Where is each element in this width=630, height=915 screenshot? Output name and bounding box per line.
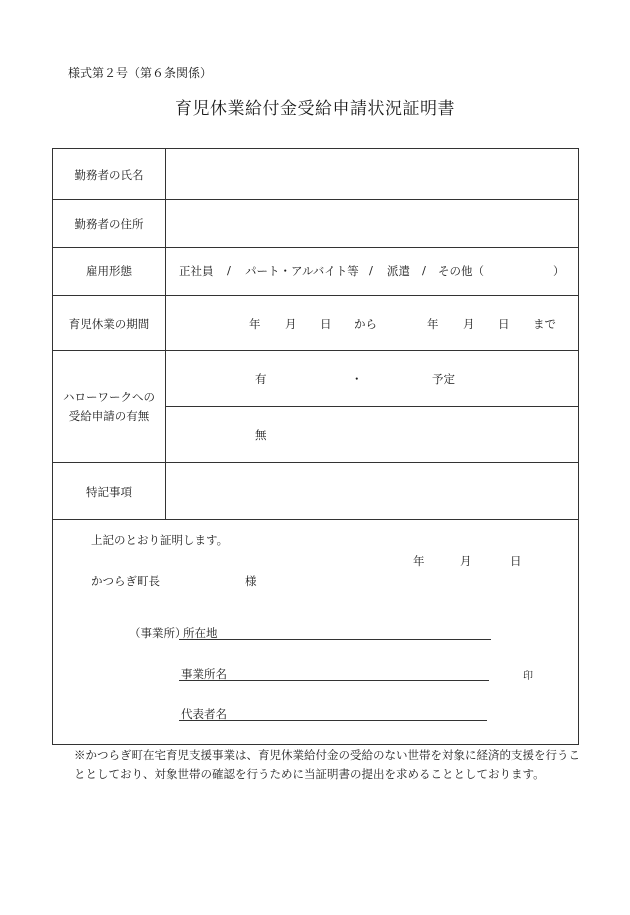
cert-year: 年 [413,554,425,568]
until-text: まで [533,317,556,331]
representative-label: 代表者名 [181,707,227,721]
hellowork-planned[interactable]: 予定 [432,372,455,386]
hellowork-dot: ・ [351,372,363,386]
worker-name-field[interactable] [169,153,574,195]
separator: / [422,263,426,277]
office-name-underline[interactable] [179,680,489,681]
office-prefix: （事業所） [129,626,187,640]
leave-period-label: 育児休業の期間 [68,317,150,331]
page-title: 育児休業給付金受給申請状況証明書 [175,99,455,119]
remarks-label: 特記事項 [86,485,132,499]
option-part-time[interactable]: パート・アルバイト等 [245,264,359,278]
start-year: 年 [249,317,261,331]
separator: / [369,263,373,277]
start-month: 月 [285,317,297,331]
footnote: ※かつらぎ町在宅育児支援事業は、育児休業給付金の受給のない世帯を対象に経済的支援を行うこととしており、対象世帯の確認を行うために当証明書の提出を求めることとしております。 [74,748,580,781]
employment-type-label: 雇用形態 [86,264,132,278]
office-name-label: 事業所名 [181,667,227,681]
worker-name-label: 勤務者の氏名 [74,168,144,182]
cert-day: 日 [510,554,522,568]
start-day: 日 [320,317,332,331]
hellowork-no[interactable]: 無 [255,428,267,442]
seal-mark: 印 [523,671,533,682]
end-year: 年 [427,317,439,331]
worker-address-field[interactable] [169,203,574,243]
hellowork-label-line1: ハローワークへの [63,390,155,404]
separator: / [227,263,231,277]
end-month: 月 [463,317,475,331]
option-other[interactable]: その他（ [438,264,484,278]
option-other-close: ） [553,264,565,278]
addressee: かつらぎ町長 [91,574,160,588]
option-dispatch[interactable]: 派遣 [387,264,410,278]
form-table [52,148,579,745]
location-label: 所在地 [183,626,218,640]
representative-underline[interactable] [179,720,487,721]
worker-address-label: 勤務者の住所 [74,217,144,231]
from-text: から [354,317,377,331]
location-underline[interactable] [179,639,491,640]
honorific: 様 [245,574,257,588]
cert-month: 月 [460,554,472,568]
option-regular[interactable]: 正社員 [179,264,214,278]
end-day: 日 [498,317,510,331]
certification-statement: 上記のとおり証明します。 [91,533,229,547]
form-number: 様式第２号（第６条関係） [68,66,213,80]
hellowork-yes[interactable]: 有 [255,372,267,386]
hellowork-label-line2: 受給申請の有無 [68,409,150,423]
remarks-field[interactable] [169,467,574,515]
